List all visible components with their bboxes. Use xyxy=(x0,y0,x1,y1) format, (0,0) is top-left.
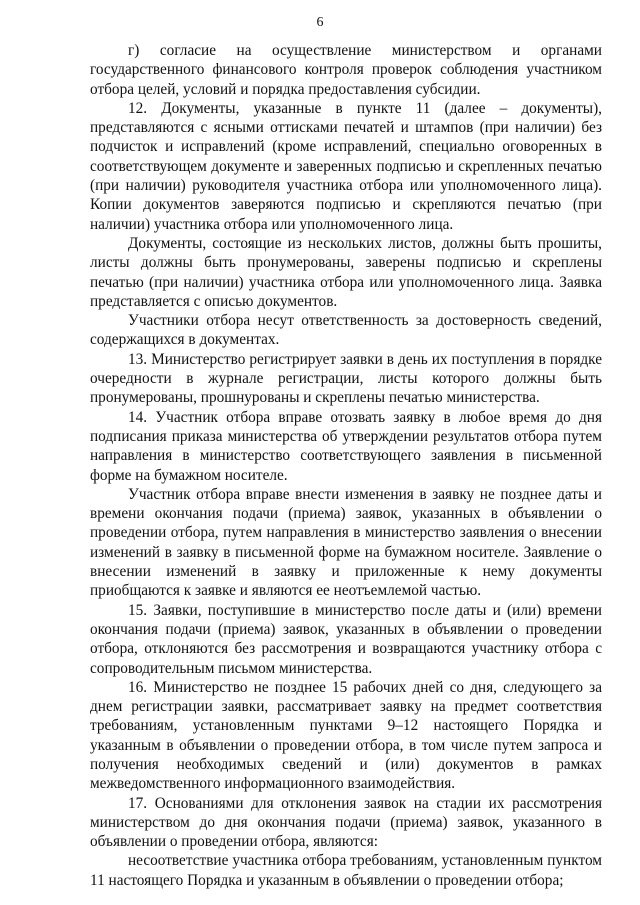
paragraph-responsibility: Участники отбора несут ответственность за достоверность сведений, содержащихся в документах. xyxy=(90,312,602,349)
paragraph-amendments: Участник отбора вправе внести изменения в заявку не позднее даты и времени окончания подачи (приема) заявок, указанных в объявлении о проведении отбора, путем направления в министерство заявления о внесении изменений в заявку в письменной форме на бумажном носителе. Заявление о внесении изменений в заявку и приложенные к нему документы приобщаются к заявке и являются ее неотъемлемой частью. xyxy=(90,485,602,600)
paragraph-13-registration: 13. Министерство регистрирует заявки в день их поступления в порядке очередности в журнале регистрации, листы которого должны быть пронумерованы, прошнурованы и скреплены печатью министерства. xyxy=(90,350,602,407)
paragraph-multi-sheet-documents: Документы, состоящие из нескольких листов, должны быть прошиты, листы должны быть пронумерованы, заверены подписью и скреплены печатью (при наличии) участника отбора или уполномоченного лица. Заявка представляется с описью документов. xyxy=(90,234,602,310)
paragraph-14-withdrawal: 14. Участник отбора вправе отозвать заявку в любое время до дня подписания приказа министерства об утверждении результатов отбора путем направления в министерство соответствующего заявления в письменной форме на бумажном носителе. xyxy=(90,408,602,484)
paragraph-15-late-applications: 15. Заявки, поступившие в министерство после даты и (или) времени окончания подачи (приема) заявок, указанных в объявлении о проведении отбора, отклоняются без рассмотрения и возвращаются участнику отбора с сопроводительным письмом министерства. xyxy=(90,601,602,677)
page-number: 6 xyxy=(316,15,324,30)
paragraph-17-rejection-grounds: 17. Основаниями для отклонения заявок на стадии их рассмотрения министерством до дня окончания подачи (приема) заявок, указанного в объявлении о проведении отбора, являются: xyxy=(90,794,602,851)
paragraph-nonconformity: несоответствие участника отбора требованиям, установленным пунктом 11 настоящего Порядка и указанным в объявлении о проведении отбора; xyxy=(90,852,602,889)
paragraph-consent-inspections: г) согласие на осуществление министерством и органами государственного финансового контроля проверок соблюдения участником отбора целей, условий и порядка предоставления субсидии. xyxy=(90,42,602,98)
paragraph-16-review: 16. Министерство не позднее 15 рабочих дней со дня, следующего за днем регистрации заявки, рассматривает заявку на предмет соответствия требованиям, установленным пунктами 9–12 настоящего Порядка и указанным в объявлении о проведении отбора, в том числе путем запроса и получения необходимых сведений и (или) документов в рамках межведомственного информационного взаимодействия. xyxy=(90,678,602,793)
document-body xyxy=(90,41,602,890)
paragraph-12-documents: 12. Документы, указанные в пункте 11 (далее – документы), представляются с ясными оттисками печатей и штампов (при наличии) без подчисток и исправлений (кроме исправлений, специально оговоренных в соответствующем документе и заверенных подписью и скрепленных печатью (при наличии) руководителя участника отбора или уполномоченного лица). Копии документов заверяются подписью и скрепляются печатью (при наличии) участника отбора или уполномоченного лица. xyxy=(90,99,602,233)
